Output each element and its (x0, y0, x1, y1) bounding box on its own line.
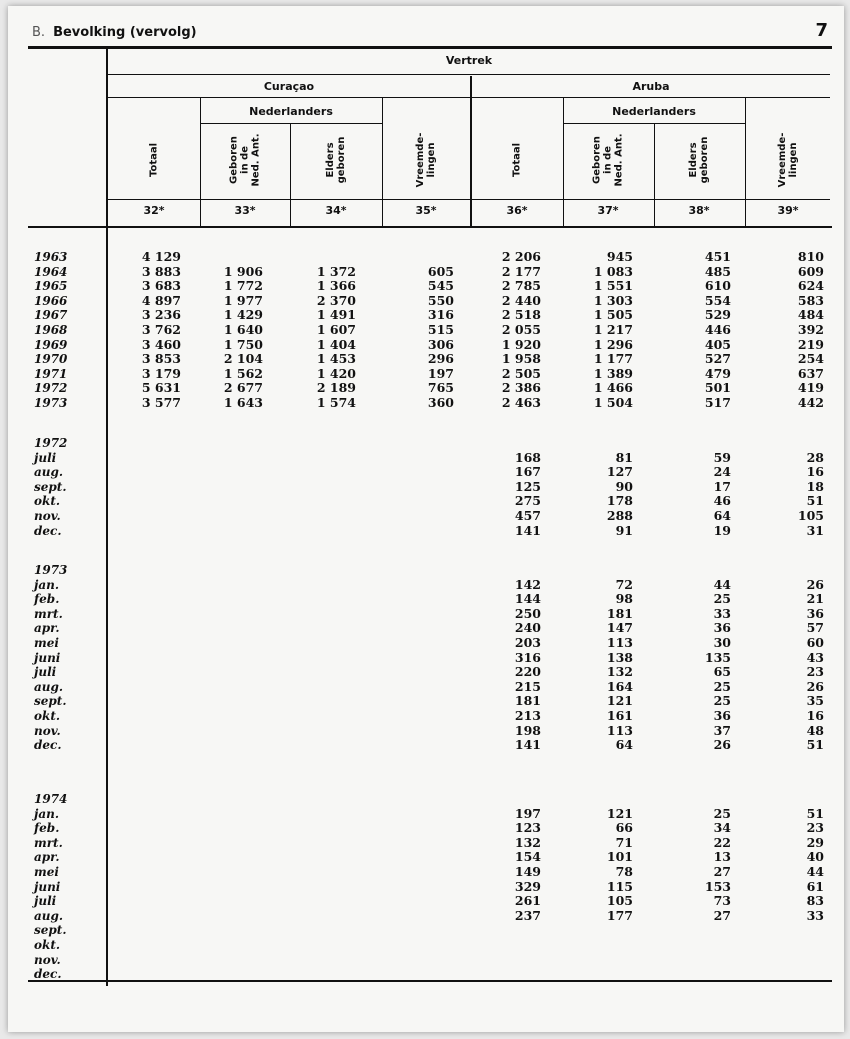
table-cell: 26 (713, 737, 731, 753)
table-cell: 237 (514, 907, 541, 923)
table-cell: 115 (606, 878, 633, 894)
colnum-rule (108, 199, 830, 200)
table-cell: 3 853 (141, 351, 181, 367)
row-label: nov. (34, 952, 61, 967)
table-cell: 161 (606, 708, 633, 723)
table-cell: 392 (797, 322, 824, 337)
column-number-4: 35* (415, 204, 437, 217)
table-cell: 254 (797, 351, 824, 367)
table-cell: 306 (427, 336, 454, 352)
row-label: juli (34, 894, 57, 909)
column-header-7: Elders geboren (688, 136, 710, 184)
table-cell: 609 (797, 263, 824, 279)
table-cell: 83 (806, 893, 824, 909)
table-cell: 26 (806, 576, 824, 592)
row-label: mei (34, 636, 59, 650)
table-cell: 275 (514, 493, 541, 509)
bottom-rule (28, 980, 832, 982)
row-label: 1971 (34, 366, 68, 381)
table-cell: 105 (797, 508, 824, 523)
row-label: dec. (34, 738, 62, 753)
row-label: 1965 (34, 279, 68, 294)
table-cell: 23 (806, 820, 824, 836)
table-cell: 127 (606, 464, 633, 480)
table-cell: 198 (514, 722, 541, 738)
table-cell: 121 (606, 693, 633, 709)
table-cell: 316 (427, 307, 454, 323)
table-cell: 57 (806, 620, 824, 636)
table-cell: 30 (713, 635, 731, 650)
table-cell: 27 (713, 864, 731, 879)
table-cell: 2 386 (501, 380, 541, 396)
table-cell: 1 453 (316, 351, 356, 367)
column-number-5: 36* (506, 204, 528, 217)
table-cell: 360 (427, 395, 454, 410)
table-cell: 16 (806, 708, 824, 723)
table-cell: 517 (704, 395, 731, 410)
table-cell: 1 574 (316, 395, 356, 410)
table-cell: 17 (713, 478, 731, 494)
table-cell: 154 (514, 849, 541, 865)
table-cell: 1 466 (593, 380, 633, 396)
column-header-6: Geboren in de Ned. Ant. (591, 133, 625, 187)
table-cell: 485 (704, 263, 731, 279)
table-cell: 1 906 (223, 263, 263, 279)
table-cell: 51 (806, 737, 824, 753)
section-letter: B. (32, 25, 46, 40)
table-cell: 1 958 (501, 351, 541, 367)
table-cell: 1 640 (223, 322, 263, 337)
region-divider (470, 76, 472, 226)
table-cell: 64 (615, 737, 633, 753)
table-cell: 13 (713, 849, 731, 865)
table-cell: 1 643 (223, 395, 263, 410)
table-cell: 138 (606, 649, 633, 665)
table-cell: 605 (427, 263, 454, 279)
table-cell: 60 (806, 635, 824, 650)
curacao-underline (108, 97, 470, 98)
table-cell: 610 (704, 278, 731, 294)
row-label: mei (34, 865, 59, 879)
table-cell: 24 (713, 464, 731, 480)
table-cell: 3 179 (141, 365, 181, 381)
table-cell: 2 370 (316, 292, 356, 308)
row-label: juli (34, 450, 57, 465)
table-cell: 78 (615, 864, 633, 879)
table-cell: 215 (514, 678, 541, 694)
row-label: okt. (34, 709, 61, 723)
table-cell: 637 (797, 365, 824, 381)
table-cell: 22 (713, 834, 731, 850)
table-cell: 5 631 (141, 380, 181, 396)
nl-curacao-underline (200, 123, 382, 124)
table-cell: 153 (704, 878, 731, 894)
table-cell: 1 420 (316, 365, 356, 381)
table-cell: 178 (606, 493, 633, 509)
row-label: feb. (34, 592, 60, 607)
table-cell: 51 (806, 493, 824, 509)
row-label: 1963 (34, 250, 68, 264)
column-number-1: 32* (143, 204, 165, 217)
table-cell: 132 (514, 834, 541, 850)
table-cell: 72 (615, 576, 633, 592)
table-cell: 1 772 (223, 278, 263, 294)
table-cell: 1 491 (316, 307, 356, 323)
table-cell: 2 505 (501, 365, 541, 381)
table-cell: 240 (514, 620, 541, 636)
curacao-header: Curaçao (263, 80, 315, 93)
column-header-2: Geboren in de Ned. Ant. (228, 133, 262, 187)
table-cell: 35 (806, 693, 824, 709)
table-cell: 2 677 (223, 380, 263, 396)
table-cell: 1 607 (316, 322, 356, 337)
table-cell: 113 (606, 722, 633, 738)
table-cell: 1 920 (501, 336, 541, 352)
table-cell: 1 551 (593, 278, 633, 294)
row-label: 1968 (34, 323, 68, 337)
table-cell: 181 (606, 605, 633, 621)
table-cell: 125 (514, 478, 541, 494)
table-cell: 61 (806, 878, 824, 894)
table-cell: 2 055 (501, 322, 541, 337)
table-cell: 1 562 (223, 365, 263, 381)
table-cell: 149 (514, 864, 541, 879)
table-cell: 181 (514, 693, 541, 709)
table-cell: 501 (704, 380, 731, 396)
row-label: aug. (34, 908, 64, 923)
table-cell: 25 (713, 678, 731, 694)
row-label: apr. (34, 850, 60, 865)
row-label: dec. (34, 967, 62, 982)
table-cell: 3 236 (141, 307, 181, 323)
column-number-8: 39* (777, 204, 799, 217)
group-year-label: 1972 (34, 436, 68, 450)
table-cell: 583 (797, 292, 824, 308)
row-label: jan. (34, 806, 60, 821)
table-cell: 29 (806, 834, 824, 850)
table-cell: 73 (713, 893, 731, 909)
row-label: nov. (34, 723, 61, 738)
table-cell: 4 897 (141, 292, 181, 308)
aruba-nederlanders-header: Nederlanders (612, 105, 696, 118)
table-cell: 1 389 (593, 365, 633, 381)
table-cell: 2 440 (501, 292, 541, 308)
table-cell: 765 (427, 380, 454, 396)
table-cell: 26 (806, 678, 824, 694)
table-cell: 1 505 (593, 307, 633, 323)
table-cell: 90 (615, 478, 633, 494)
table-cell: 31 (806, 522, 824, 538)
table-cell: 3 762 (141, 322, 181, 337)
row-label: feb. (34, 821, 60, 836)
table-cell: 3 577 (141, 395, 181, 410)
table-cell: 81 (615, 449, 633, 465)
table-cell: 1 366 (316, 278, 356, 294)
row-label: juli (34, 665, 57, 680)
table-cell: 121 (606, 805, 633, 821)
row-label: aug. (34, 465, 64, 480)
header-bottom-rule (28, 226, 832, 228)
table-cell: 34 (713, 820, 731, 836)
table-cell: 46 (713, 493, 731, 509)
table-cell: 40 (806, 849, 824, 865)
row-label: 1967 (34, 308, 68, 323)
table-cell: 33 (806, 907, 824, 923)
table-cell: 36 (713, 708, 731, 723)
vertrek-header: Vertrek (445, 54, 493, 67)
table-cell: 135 (704, 649, 731, 665)
table-cell: 113 (606, 635, 633, 650)
row-label: sept. (34, 694, 67, 709)
table-cell: 550 (427, 292, 454, 308)
table-cell: 197 (514, 805, 541, 821)
table-cell: 147 (606, 620, 633, 636)
column-number-6: 37* (597, 204, 619, 217)
table-cell: 27 (713, 907, 731, 923)
table-cell: 479 (704, 365, 731, 381)
table-cell: 164 (606, 678, 633, 694)
column-number-3: 34* (325, 204, 347, 217)
column-header-3: Elders geboren (325, 136, 347, 184)
table-cell: 1 083 (593, 263, 633, 279)
table-cell: 3 683 (141, 278, 181, 294)
table-cell: 288 (606, 508, 633, 523)
table-cell: 446 (704, 322, 731, 337)
table-cell: 4 129 (141, 249, 181, 264)
table-cell: 98 (615, 591, 633, 607)
table-cell: 59 (713, 449, 731, 465)
table-cell: 91 (615, 522, 633, 538)
table-cell: 66 (615, 820, 633, 836)
table-cell: 21 (806, 591, 824, 607)
row-label: sept. (34, 923, 67, 938)
table-cell: 1 404 (316, 336, 356, 352)
table-cell: 1 372 (316, 263, 356, 279)
table-cell: 457 (514, 508, 541, 523)
table-cell: 624 (797, 278, 824, 294)
table-cell: 65 (713, 664, 731, 680)
table-cell: 329 (514, 878, 541, 894)
table-cell: 1 303 (593, 292, 633, 308)
table-cell: 168 (514, 449, 541, 465)
table-cell: 2 206 (501, 249, 541, 264)
aruba-header: Aruba (632, 80, 670, 93)
table-cell: 2 189 (316, 380, 356, 396)
table-cell: 451 (704, 249, 731, 264)
row-label: 1970 (34, 352, 68, 367)
row-label: aug. (34, 679, 64, 694)
table-cell: 144 (514, 591, 541, 607)
table-cell: 1 296 (593, 336, 633, 352)
table-cell: 2 463 (501, 395, 541, 410)
table-cell: 1 217 (593, 322, 633, 337)
row-label: 1969 (34, 337, 68, 352)
table-cell: 1 177 (593, 351, 633, 367)
table-cell: 36 (806, 605, 824, 621)
table-cell: 105 (606, 893, 633, 909)
table-cell: 484 (797, 307, 824, 323)
row-label: juni (34, 879, 61, 894)
row-label: okt. (34, 938, 61, 952)
table-cell: 123 (514, 820, 541, 836)
table-cell: 48 (806, 722, 824, 738)
vertrek-underline (108, 74, 830, 75)
row-label: juni (34, 650, 61, 665)
group-year-label: 1973 (34, 563, 68, 577)
row-label: mrt. (34, 606, 63, 621)
column-header-5: Totaal (511, 142, 523, 178)
table-cell: 51 (806, 805, 824, 821)
table-cell: 141 (514, 522, 541, 538)
table-cell: 3 883 (141, 263, 181, 279)
row-label: okt. (34, 494, 61, 509)
table-cell: 1 977 (223, 292, 263, 308)
table-cell: 44 (806, 864, 824, 879)
table-cell: 529 (704, 307, 731, 323)
column-number-7: 38* (688, 204, 710, 217)
table-cell: 37 (713, 722, 731, 738)
table-cell: 219 (797, 336, 824, 352)
table-cell: 527 (704, 351, 731, 367)
column-header-8: Vreemde- lingen (777, 132, 799, 188)
table-cell: 44 (713, 576, 731, 592)
page-number: 7 (815, 20, 828, 41)
table-cell: 2 785 (501, 278, 541, 294)
table-cell: 405 (704, 336, 731, 352)
table-cell: 213 (514, 708, 541, 723)
table-cell: 2 177 (501, 263, 541, 279)
table-cell: 554 (704, 292, 731, 308)
table-cell: 177 (606, 907, 633, 923)
row-label: sept. (34, 479, 67, 494)
table-cell: 203 (514, 635, 541, 650)
table-cell: 23 (806, 664, 824, 680)
table-cell: 945 (606, 249, 633, 264)
group-year-label: 1974 (34, 792, 68, 806)
table-cell: 25 (713, 693, 731, 709)
table-cell: 18 (806, 478, 824, 494)
table-cell: 64 (713, 508, 731, 523)
table-cell: 142 (514, 576, 541, 592)
aruba-underline (472, 97, 830, 98)
column-header-1: Totaal (148, 142, 160, 178)
stub-divider (106, 48, 108, 986)
page-header (32, 25, 197, 40)
table-cell: 43 (806, 649, 824, 665)
table-cell: 220 (514, 664, 541, 680)
table-cell: 296 (427, 351, 454, 367)
table-cell: 515 (427, 322, 454, 337)
table-cell: 1 504 (593, 395, 633, 410)
top-rule (28, 46, 832, 49)
table-cell: 545 (427, 278, 454, 294)
table-cell: 132 (606, 664, 633, 680)
table-cell: 3 460 (141, 336, 181, 352)
table-cell: 1 750 (223, 336, 263, 352)
table-cell: 25 (713, 805, 731, 821)
table-cell: 141 (514, 737, 541, 753)
table-cell: 810 (797, 249, 824, 264)
table-cell: 1 429 (223, 307, 263, 323)
row-label: nov. (34, 509, 61, 523)
column-header-4: Vreemde- lingen (415, 132, 437, 188)
row-label: 1966 (34, 293, 68, 308)
table-cell: 33 (713, 605, 731, 621)
table-cell: 2 518 (501, 307, 541, 323)
table-cell: 250 (514, 605, 541, 621)
curacao-nederlanders-header: Nederlanders (249, 105, 333, 118)
table-cell: 25 (713, 591, 731, 607)
table-cell: 261 (514, 893, 541, 909)
table-cell: 19 (713, 522, 731, 538)
row-label: apr. (34, 621, 60, 636)
page-title: Bevolking (vervolg) (53, 25, 197, 40)
table-cell: 442 (797, 395, 824, 410)
table-cell: 16 (806, 464, 824, 480)
row-label: 1964 (34, 264, 68, 279)
table-cell: 36 (713, 620, 731, 636)
table-cell: 101 (606, 849, 633, 865)
table-cell: 316 (514, 649, 541, 665)
table-cell: 419 (797, 380, 824, 396)
row-label: mrt. (34, 835, 63, 850)
table-cell: 71 (615, 834, 633, 850)
row-label: 1972 (34, 381, 68, 396)
row-label: jan. (34, 577, 60, 592)
row-label: 1973 (34, 396, 68, 410)
table-cell: 2 104 (223, 351, 263, 367)
table-cell: 28 (806, 449, 824, 465)
table-cell: 197 (427, 365, 454, 381)
column-number-2: 33* (234, 204, 256, 217)
table-cell: 167 (514, 464, 541, 480)
row-label: dec. (34, 523, 62, 538)
